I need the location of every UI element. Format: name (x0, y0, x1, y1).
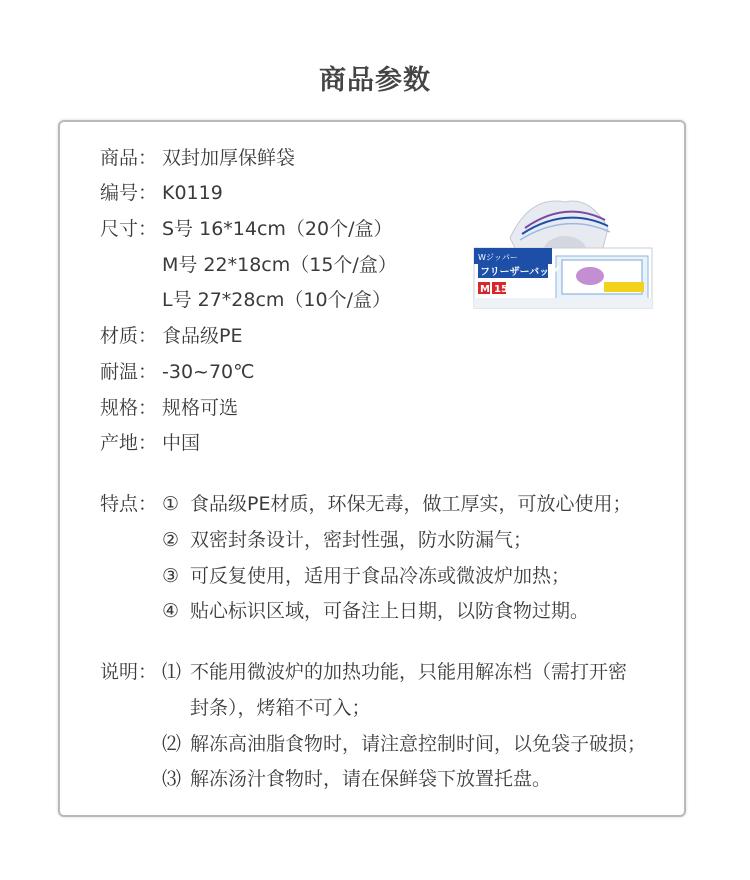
spec-value: 食品级PE (162, 325, 243, 347)
spec-label: 编号： (100, 182, 158, 204)
note-marker: ⑵ (162, 733, 182, 755)
spec-label: 耐温： (100, 361, 158, 383)
svg-text:M: M (480, 284, 490, 295)
svg-text:Wジッパー: Wジッパー (478, 253, 518, 262)
feature-marker: ① (162, 493, 180, 515)
freezer-bag-box-illustration (470, 190, 656, 314)
note-marker: ⑴ (162, 661, 182, 683)
feature-item (162, 528, 532, 552)
note-item (162, 767, 551, 791)
spec-row-product (100, 146, 295, 170)
spec-row-code (100, 181, 223, 205)
svg-text:フリーザーバッグ: フリーザーバッグ (480, 267, 560, 278)
size-line: M号 22*18cm（15个/盒） (162, 254, 397, 276)
spec-label: 材质： (100, 325, 158, 347)
feature-marker: ③ (162, 565, 180, 587)
spec-value: -30~70℃ (162, 361, 255, 383)
notes-row (100, 660, 627, 684)
product-image (470, 190, 656, 314)
feature-item (162, 599, 589, 623)
features-label: 特点： (100, 493, 158, 515)
spec-label: 商品： (100, 147, 158, 169)
spec-row-material (100, 324, 242, 348)
spec-label: 产地： (100, 432, 158, 454)
size-line: S号 16*14cm（20个/盒） (162, 218, 393, 240)
features-row (100, 492, 631, 516)
feature-marker: ④ (162, 600, 180, 622)
note-text-continued: 封条），烤箱不可入； (190, 697, 371, 719)
feature-marker: ② (162, 529, 180, 551)
svg-text:15: 15 (494, 284, 508, 295)
note-item (162, 732, 646, 756)
spec-row-spec (100, 396, 238, 420)
spec-label: 规格： (100, 397, 158, 419)
spec-value: 规格可选 (162, 397, 239, 419)
spec-row-size (100, 217, 393, 241)
page-title: 商品参数 (319, 65, 431, 96)
spec-value: K0119 (162, 182, 223, 204)
feature-text: 贴心标识区域，可备注上日期，以防食物过期。 (190, 600, 590, 622)
feature-text: 食品级PE材质，环保无毒，做工厚实，可放心使用； (190, 493, 632, 515)
note-text: 不能用微波炉的加热功能，只能用解冻档（需打开密 (190, 661, 628, 683)
spec-value: 中国 (162, 432, 201, 454)
spec-row-temperature (100, 360, 254, 384)
spec-value: 双封加厚保鲜袋 (162, 147, 296, 169)
note-text: 解冻高油脂食物时，请注意控制时间，以免袋子破损； (190, 733, 647, 755)
note-text: 解冻汤汁食物时，请在保鲜袋下放置托盘。 (190, 768, 552, 790)
spec-label: 尺寸： (100, 218, 158, 240)
feature-text: 双密封条设计，密封性强，防水防漏气； (190, 529, 533, 551)
size-line: L号 27*28cm（10个/盒） (162, 289, 392, 311)
feature-text: 可反复使用，适用于食品冷冻或微波炉加热； (190, 565, 571, 587)
feature-item (162, 564, 570, 588)
notes-label: 说明： (100, 661, 158, 683)
note-marker: ⑶ (162, 768, 182, 790)
spec-row-origin (100, 431, 200, 455)
